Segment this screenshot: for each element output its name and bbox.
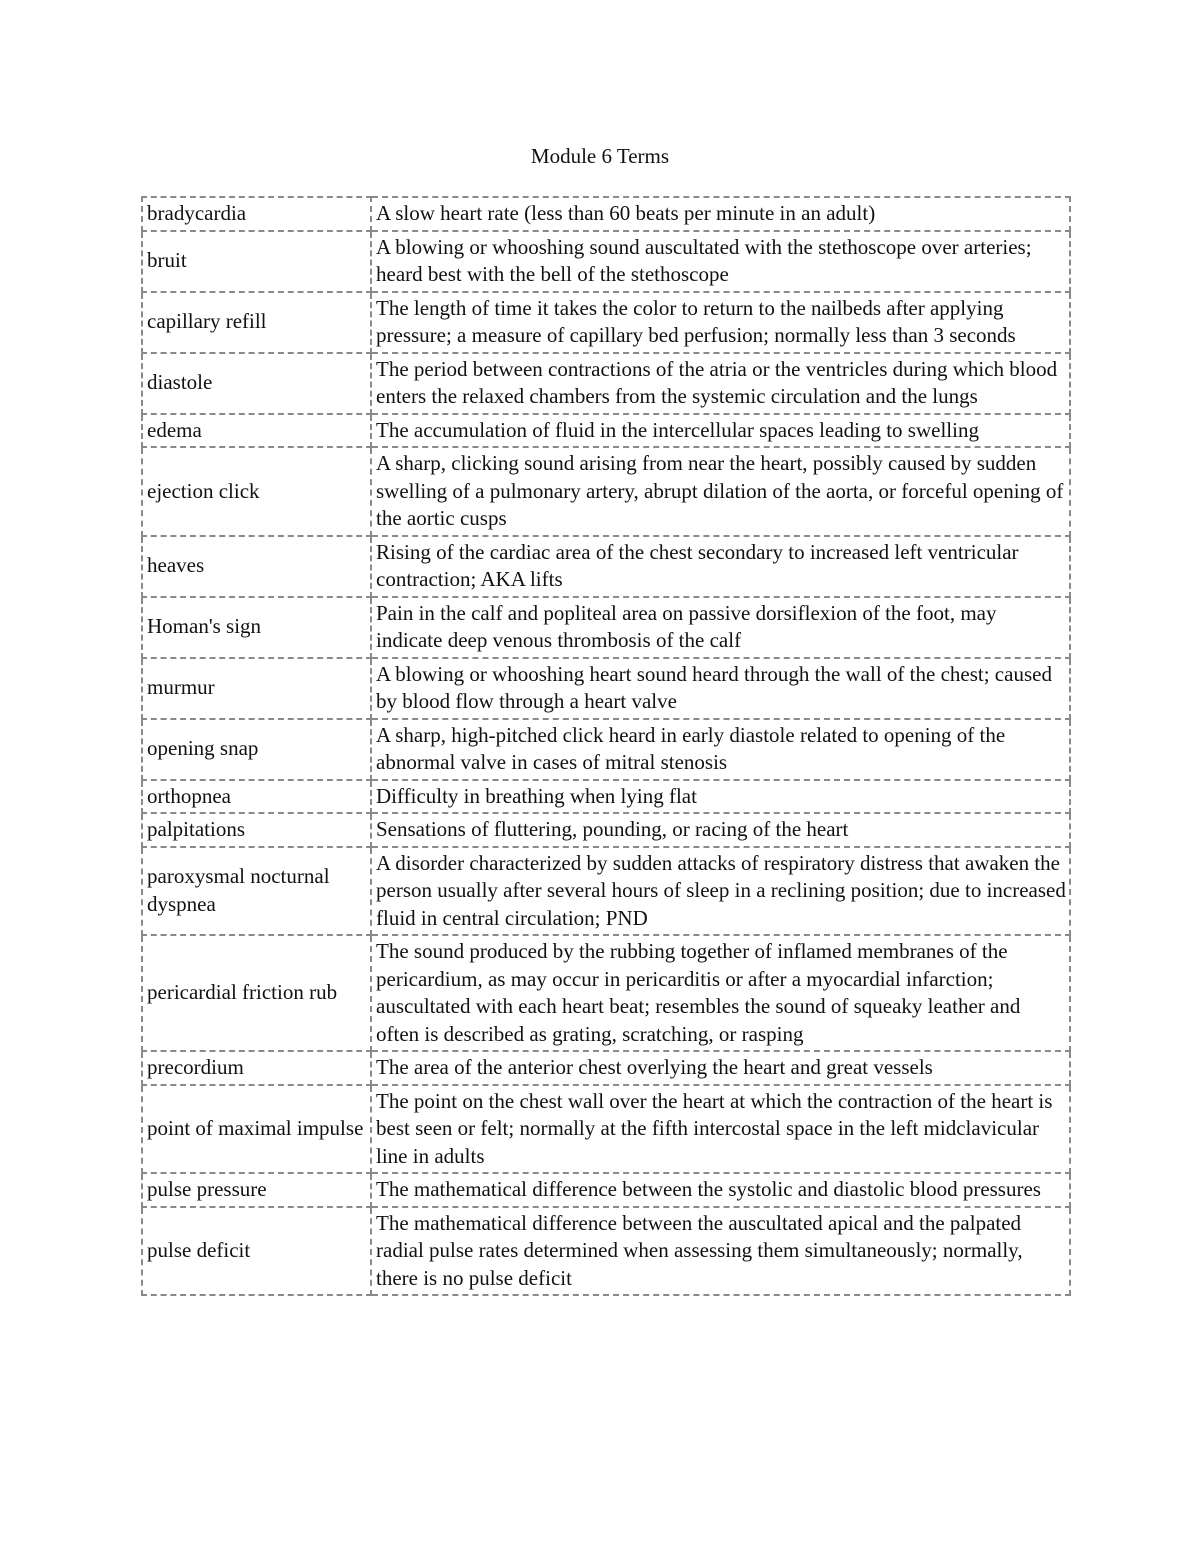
term-cell: pulse deficit <box>142 1207 371 1296</box>
table-row <box>142 935 1070 1051</box>
term-cell: point of maximal impulse <box>142 1085 371 1174</box>
term-cell: opening snap <box>142 719 371 780</box>
term-cell: diastole <box>142 353 371 414</box>
terms-table <box>141 196 1071 1296</box>
table-row <box>142 353 1070 414</box>
page-title: Module 6 Terms <box>530 144 670 168</box>
table-row <box>142 1173 1070 1207</box>
table-row <box>142 292 1070 353</box>
definition-cell: The accumulation of fluid in the intercellular spaces leading to swelling <box>371 414 1070 448</box>
table-row <box>142 813 1070 847</box>
definition-cell: A blowing or whooshing heart sound heard through the wall of the chest; caused by blood flow through a heart valve <box>371 658 1070 719</box>
definition-cell: The area of the anterior chest overlying the heart and great vessels <box>371 1051 1070 1085</box>
table-row <box>142 536 1070 597</box>
table-row <box>142 197 1070 231</box>
term-cell: heaves <box>142 536 371 597</box>
definition-cell: Difficulty in breathing when lying flat <box>371 780 1070 814</box>
definition-cell: The sound produced by the rubbing together of inflamed membranes of the pericardium, as may occur in pericarditis or after a myocardial infarction; auscultated with each heart beat; resembles the sound of squeaky leather and often is described as grating, scratching, or rasping <box>371 935 1070 1051</box>
term-cell: pulse pressure <box>142 1173 371 1207</box>
table-row <box>142 1085 1070 1174</box>
table-row <box>142 1051 1070 1085</box>
term-cell: murmur <box>142 658 371 719</box>
definition-cell: A slow heart rate (less than 60 beats per minute in an adult) <box>371 197 1070 231</box>
table-row <box>142 658 1070 719</box>
definition-cell: The mathematical difference between the systolic and diastolic blood pressures <box>371 1173 1070 1207</box>
table-row <box>142 847 1070 936</box>
term-cell: bradycardia <box>142 197 371 231</box>
table-row <box>142 780 1070 814</box>
definition-cell: The period between contractions of the atria or the ventricles during which blood enters the relaxed chambers from the systemic circulation and the lungs <box>371 353 1070 414</box>
definition-cell: A sharp, high-pitched click heard in early diastole related to opening of the abnormal valve in cases of mitral stenosis <box>371 719 1070 780</box>
definition-cell: Rising of the cardiac area of the chest secondary to increased left ventricular contraction; AKA lifts <box>371 536 1070 597</box>
term-cell: precordium <box>142 1051 371 1085</box>
term-cell: ejection click <box>142 447 371 536</box>
term-cell: orthopnea <box>142 780 371 814</box>
table-row <box>142 447 1070 536</box>
definition-cell: Pain in the calf and popliteal area on passive dorsiflexion of the foot, may indicate deep venous thrombosis of the calf <box>371 597 1070 658</box>
table-row <box>142 414 1070 448</box>
table-row <box>142 1207 1070 1296</box>
definition-cell: The point on the chest wall over the heart at which the contraction of the heart is best seen or felt; normally at the fifth intercostal space in the left midclavicular line in adults <box>371 1085 1070 1174</box>
term-cell: pericardial friction rub <box>142 935 371 1051</box>
term-cell: bruit <box>142 231 371 292</box>
term-cell: capillary refill <box>142 292 371 353</box>
term-cell: Homan's sign <box>142 597 371 658</box>
term-cell: edema <box>142 414 371 448</box>
definition-cell: The mathematical difference between the auscultated apical and the palpated radial pulse rates determined when assessing them simultaneously; normally, there is no pulse deficit <box>371 1207 1070 1296</box>
table-row <box>142 597 1070 658</box>
definition-cell: A disorder characterized by sudden attacks of respiratory distress that awaken the person usually after several hours of sleep in a reclining position; due to increased fluid in central circulation; PND <box>371 847 1070 936</box>
table-row <box>142 231 1070 292</box>
terms-table-body <box>142 197 1070 1295</box>
definition-cell: A sharp, clicking sound arising from near the heart, possibly caused by sudden swelling of a pulmonary artery, abrupt dilation of the aorta, or forceful opening of the aortic cusps <box>371 447 1070 536</box>
definition-cell: The length of time it takes the color to return to the nailbeds after applying pressure; a measure of capillary bed perfusion; normally less than 3 seconds <box>371 292 1070 353</box>
table-row <box>142 719 1070 780</box>
definition-cell: Sensations of fluttering, pounding, or racing of the heart <box>371 813 1070 847</box>
term-cell: palpitations <box>142 813 371 847</box>
term-cell: paroxysmal nocturnal dyspnea <box>142 847 371 936</box>
definition-cell: A blowing or whooshing sound auscultated with the stethoscope over arteries; heard best with the bell of the stethoscope <box>371 231 1070 292</box>
